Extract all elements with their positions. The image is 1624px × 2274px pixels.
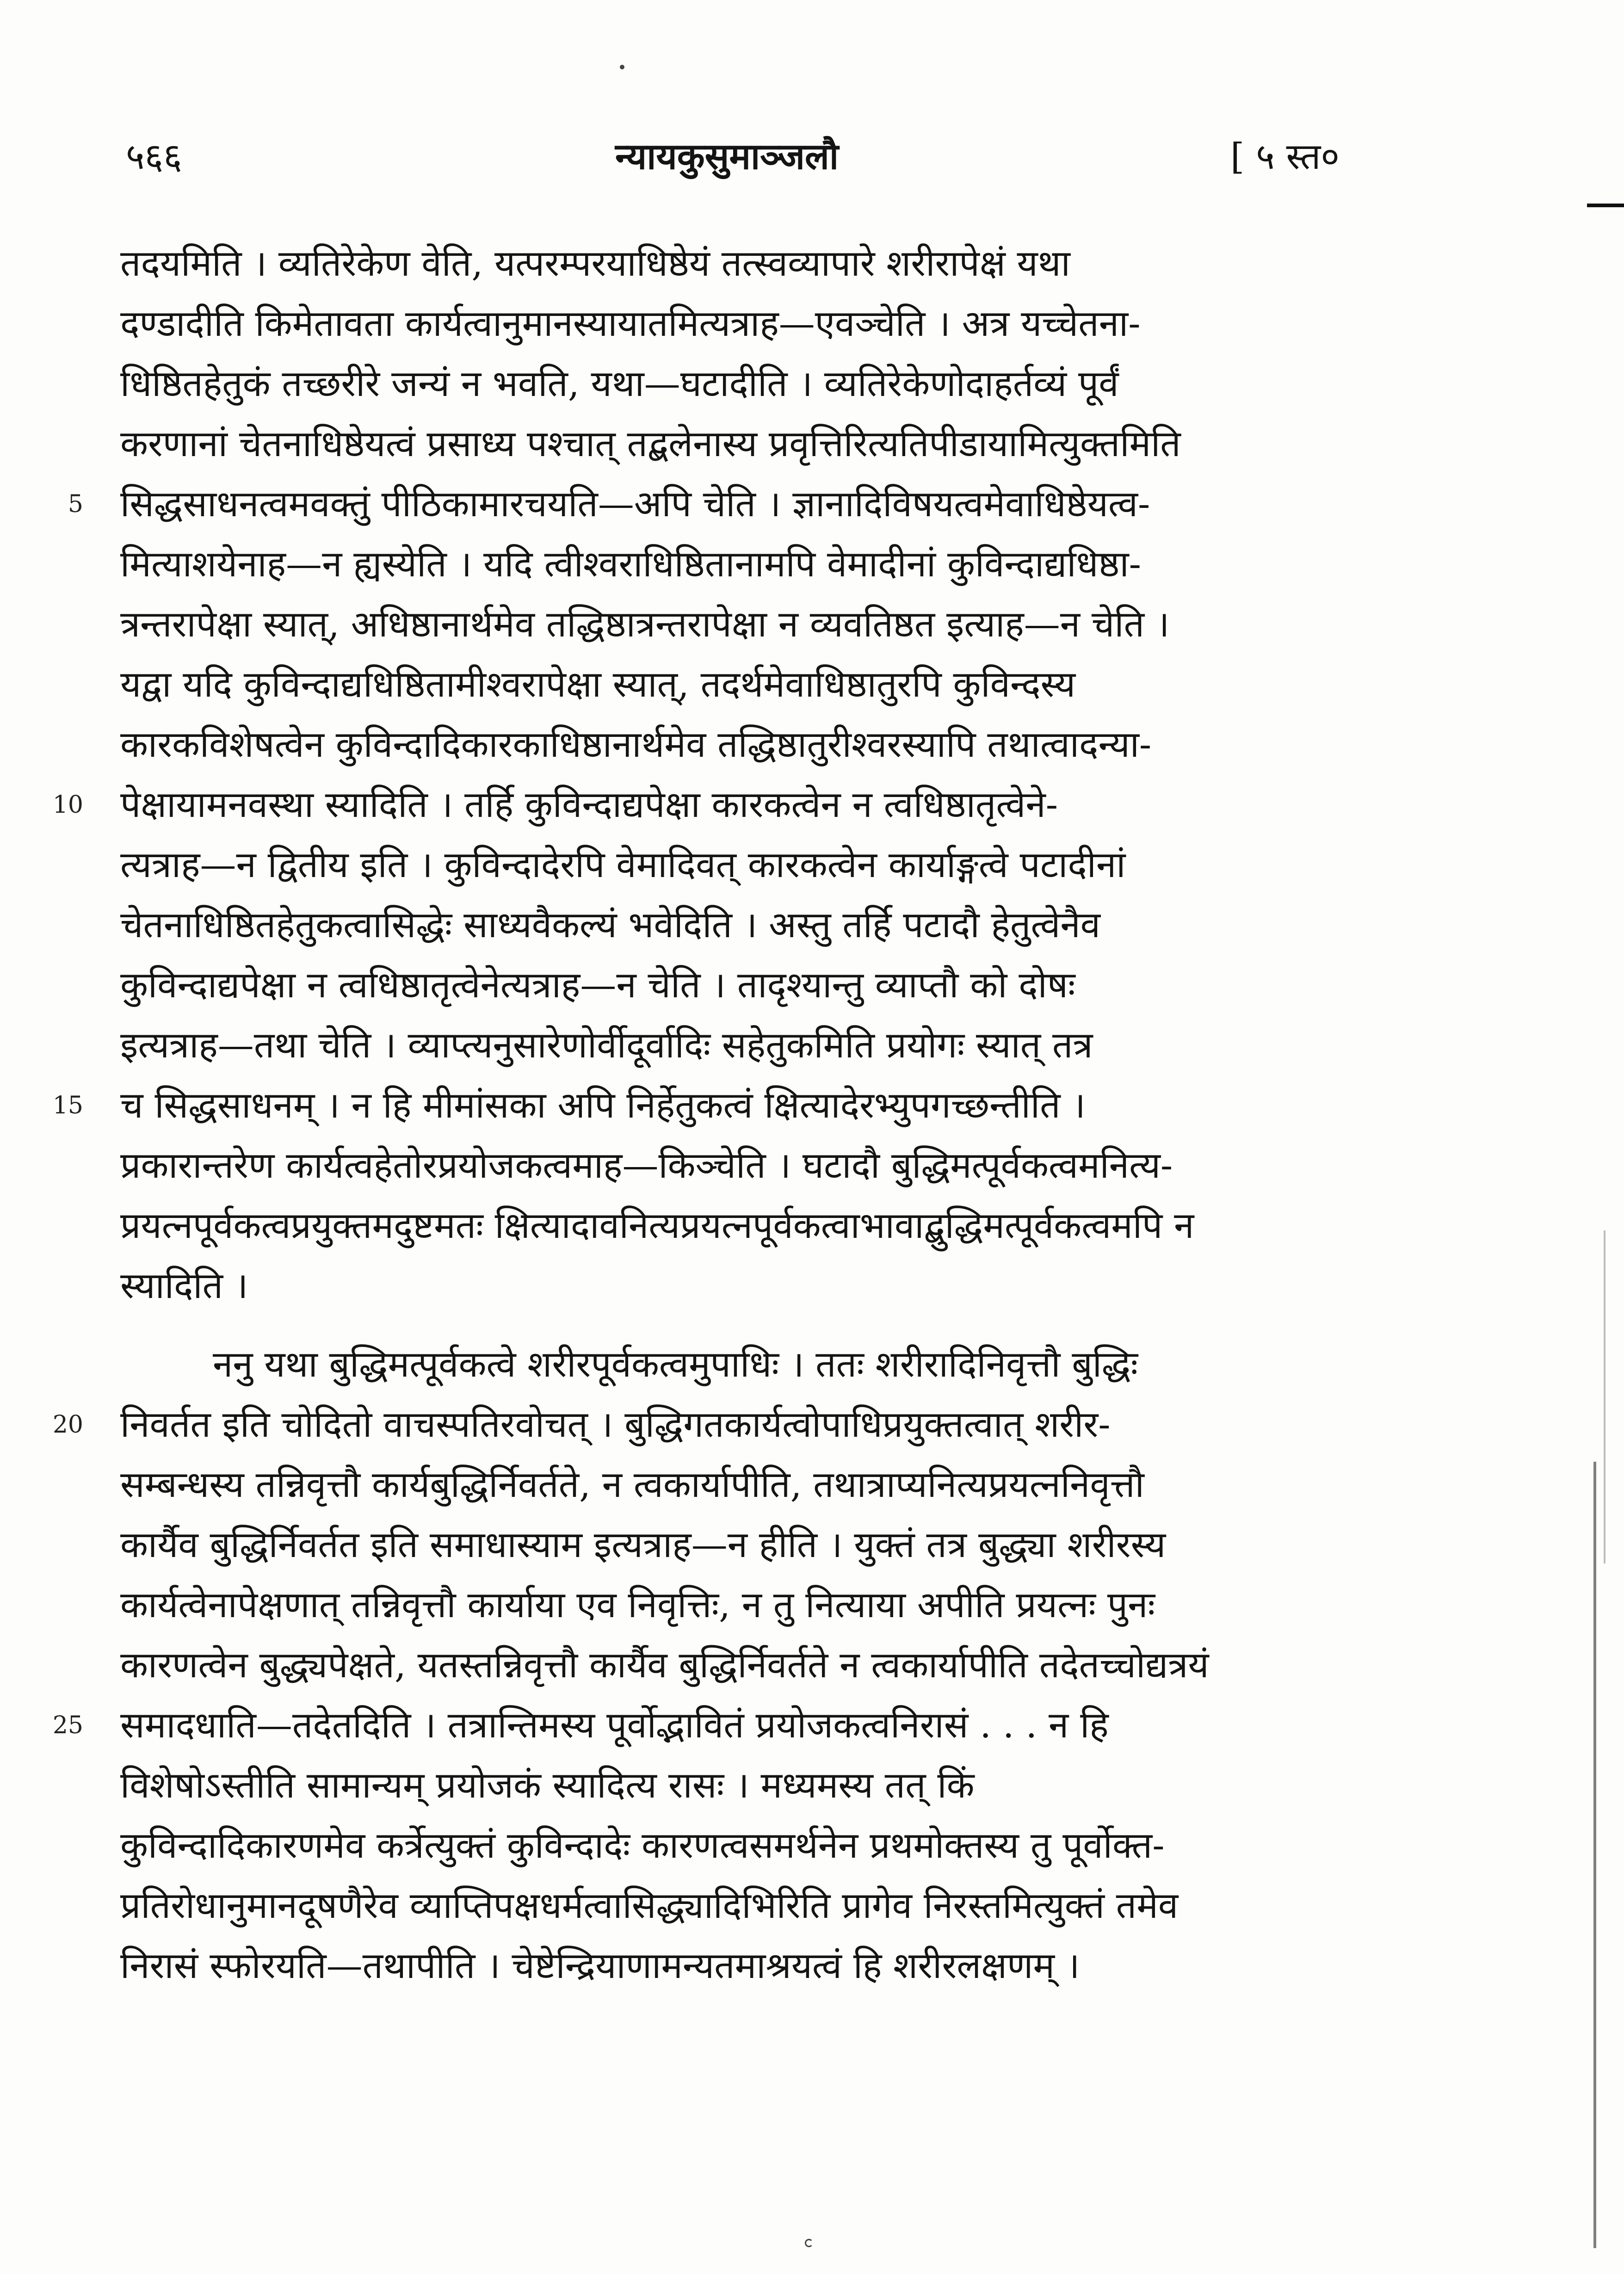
- line-text: करणानां चेतनाधिष्ठेयत्वं प्रसाध्य पश्चात् तद्बलेनास्य प्रवृत्तिरित्यतिपीडायामित्युक्तमिति: [120, 423, 1181, 465]
- line-text: कुविन्दाद्यपेक्षा न त्वधिष्ठातृत्वेनेत्यत्राह—न चेति । तादृश्यान्तु व्याप्तौ को दोषः: [120, 964, 1075, 1006]
- line-text: प्रकारान्तरेण कार्यत्वहेतोरप्रयोजकत्वमाह—किञ्चेति । घटादौ बुद्धिमत्पूर्वकत्वमनित्य-: [120, 1145, 1173, 1186]
- line-text: निवर्तत इति चोदितो वाचस्पतिरवोचत् । बुद्धिगतकार्यत्वोपाधिप्रयुक्तत्वात् शरीर-: [120, 1404, 1111, 1446]
- text-line: [52, 1075, 1415, 1136]
- line-text: यद्वा यदि कुविन्दाद्यधिष्ठितामीश्वरापेक्षा स्यात्, तदर्थमेवाधिष्ठातुरपि कुविन्दस्य: [120, 664, 1076, 705]
- line-text: चेतनाधिष्ठितहेतुकत्वासिद्धेः साध्यवैकल्यं भवेदिति । अस्तु तर्हि पटादौ हेतुत्वेनैव: [120, 904, 1101, 946]
- line-text: सम्बन्धस्य तन्निवृत्तौ कार्यबुद्धिर्निवर्तते, न त्वकार्यापीति, तथात्राप्यनित्यप्रयत्ननिवृत्तौ: [120, 1464, 1144, 1506]
- scan-speck-bottom: [805, 2239, 813, 2247]
- text-line: [120, 1755, 1415, 1816]
- line-text: निरासं स्फोरयति—तथापीति । चेष्टेन्द्रियाणामन्यतमाश्रयत्वं हि शरीरलक्षणम् ।: [120, 1945, 1080, 1987]
- text-line: [120, 715, 1415, 775]
- line-text: मित्याशयेनाह—न ह्यस्येति । यदि त्वीश्वराधिष्ठितानामपि वेमादीनां कुविन्दाद्यधिष्ठा-: [120, 544, 1142, 585]
- line-number: 10: [52, 791, 83, 819]
- line-number: 25: [52, 1712, 83, 1739]
- text-line: [120, 1196, 1415, 1256]
- text-line: [120, 655, 1415, 715]
- line-text: समादधाति—तदेतदिति । तत्रान्तिमस्य पूर्वोद्भावितं प्रयोजकत्वनिरासं . . . न हि: [120, 1705, 1109, 1746]
- text-line: [120, 1575, 1415, 1635]
- text-line: [120, 955, 1415, 1015]
- line-text: धिष्ठितहेतुकं तच्छरीरे जन्यं न भवति, यथा—घटादीति । व्यतिरेकेणोदाहर्तव्यं पूर्वं: [120, 363, 1119, 405]
- page-edge-shadow: [1604, 1230, 1605, 1563]
- section-marker: [ ५ स्त०: [1230, 136, 1340, 178]
- line-text: स्यादिति ।: [120, 1265, 248, 1307]
- line-text: पेक्षायामनवस्था स्यादिति । तर्हि कुविन्दाद्यपेक्षा कारकत्वेन न त्वधिष्ठातृत्वेने-: [120, 784, 1058, 826]
- text-line: [120, 1136, 1415, 1196]
- text-line: [52, 775, 1415, 835]
- line-text: च सिद्धसाधनम् । न हि मीमांसका अपि निर्हेतुकत्वं क्षित्यादेरभ्युपगच्छन्तीति ।: [120, 1085, 1086, 1126]
- line-text: त्रन्तरापेक्षा स्यात्, अधिष्ठानार्थमेव तद्धिष्ठात्रन्तरापेक्षा न व्यवतिष्ठत इत्याह—न चेति ।: [120, 604, 1170, 645]
- text-line: [120, 294, 1415, 354]
- line-text: विशेषोऽस्तीति सामान्यम् प्रयोजकं स्यादित्य रासः । मध्यमस्य तत् किं: [120, 1765, 975, 1806]
- line-number: 5: [68, 490, 83, 518]
- text-line: [120, 594, 1415, 655]
- text-line: [120, 414, 1415, 474]
- text-line: [120, 1015, 1415, 1075]
- line-text: इत्यत्राह—तथा चेति । व्याप्त्यनुसारेणोर्वीदूर्वादिः सहेतुकमिति प्रयोगः स्यात् तत्र: [120, 1025, 1093, 1066]
- line-text: कार्यैव बुद्धिर्निवर्तत इति समाधास्याम इत्यत्राह—न हीति । युक्तं तत्र बुद्ध्या शरीरस्य: [120, 1524, 1166, 1566]
- line-text: कारकविशेषत्वेन कुविन्दादिकारकाधिष्ठानार्थमेव तद्धिष्ठातुरीश्वरस्यापि तथात्वादन्या-: [120, 724, 1152, 766]
- line-text: तदयमिति । व्यतिरेकेण वेति, यत्परम्परयाधिष्ठेयं तत्स्वव्यापारे शरीरापेक्षं यथा: [120, 243, 1070, 284]
- text-line: [120, 354, 1415, 414]
- line-text: त्यत्राह—न द्वितीय इति । कुविन्दादेरपि वेमादिवत् कारकत्वेन कार्याङ्गत्वे पटादीनां: [120, 844, 1126, 886]
- text-line: [120, 1635, 1415, 1695]
- line-number: 15: [52, 1092, 83, 1119]
- margin-tick-mark: [1587, 204, 1624, 207]
- running-title: न्यायकुसुमाञ्जलौ: [615, 136, 839, 178]
- line-text: कारणत्वेन बुद्ध्यपेक्षते, यतस्तन्निवृत्तौ कार्यैव बुद्धिर्निवर्तते न त्वकार्यापीति तदेतच्चोद्यत्रयं: [120, 1644, 1209, 1686]
- text-line: [120, 234, 1415, 294]
- text-line: [52, 1395, 1415, 1455]
- line-text: दण्डादीति किमेतावता कार्यत्वानुमानस्यायातमित्यत्राह—एवञ्चेति । अत्र यच्चेतना-: [120, 303, 1141, 345]
- text-line: [120, 1256, 1415, 1316]
- line-text: ननु यथा बुद्धिमत्पूर्वकत्वे शरीरपूर्वकत्वमुपाधिः । ततः शरीरादिनिवृत्तौ बुद्धिः: [213, 1344, 1138, 1385]
- page-number: ५६६: [126, 136, 182, 178]
- text-line: [120, 1876, 1415, 1936]
- text-line: [52, 1695, 1415, 1755]
- text-line: [68, 474, 1415, 534]
- text-line: [120, 1515, 1415, 1575]
- text-line: [120, 1455, 1415, 1515]
- text-line: [120, 534, 1415, 594]
- commentary-text: [52, 234, 1415, 1996]
- text-line: [120, 895, 1415, 955]
- line-number: 20: [52, 1411, 83, 1439]
- text-line: [120, 1335, 1415, 1395]
- scan-speck: [620, 65, 624, 69]
- text-line: [120, 1816, 1415, 1876]
- line-text: सिद्धसाधनत्वमवक्तुं पीठिकामारचयति—अपि चेति । ज्ञानादिविषयत्वमेवाधिष्ठेयत्व-: [120, 483, 1150, 525]
- page-edge-line: [1593, 1462, 1596, 2248]
- text-line: [120, 835, 1415, 895]
- line-text: कुविन्दादिकारणमेव कर्त्रेत्युक्तं कुविन्दादेः कारणत्वसमर्थनेन प्रथमोक्तस्य तु पूर्वोक्त-: [120, 1825, 1165, 1866]
- line-text: प्रयत्नपूर्वकत्वप्रयुक्तमदुष्टमतः क्षित्यादावनित्यप्रयत्नपूर्वकत्वाभावाद्बुद्धिमत्पूर्वकत्वमपि न: [120, 1205, 1194, 1247]
- line-text: प्रतिरोधानुमानदूषणैरेव व्याप्तिपक्षधर्मत्वासिद्ध्यादिभिरिति प्रागेव निरस्तमित्युक्तं तमेव: [120, 1885, 1179, 1927]
- line-text: कार्यत्वेनापेक्षणात् तन्निवृत्तौ कार्याया एव निवृत्तिः, न तु नित्याया अपीति प्रयत्नः पुनः: [120, 1584, 1155, 1626]
- text-line: [120, 1936, 1415, 1996]
